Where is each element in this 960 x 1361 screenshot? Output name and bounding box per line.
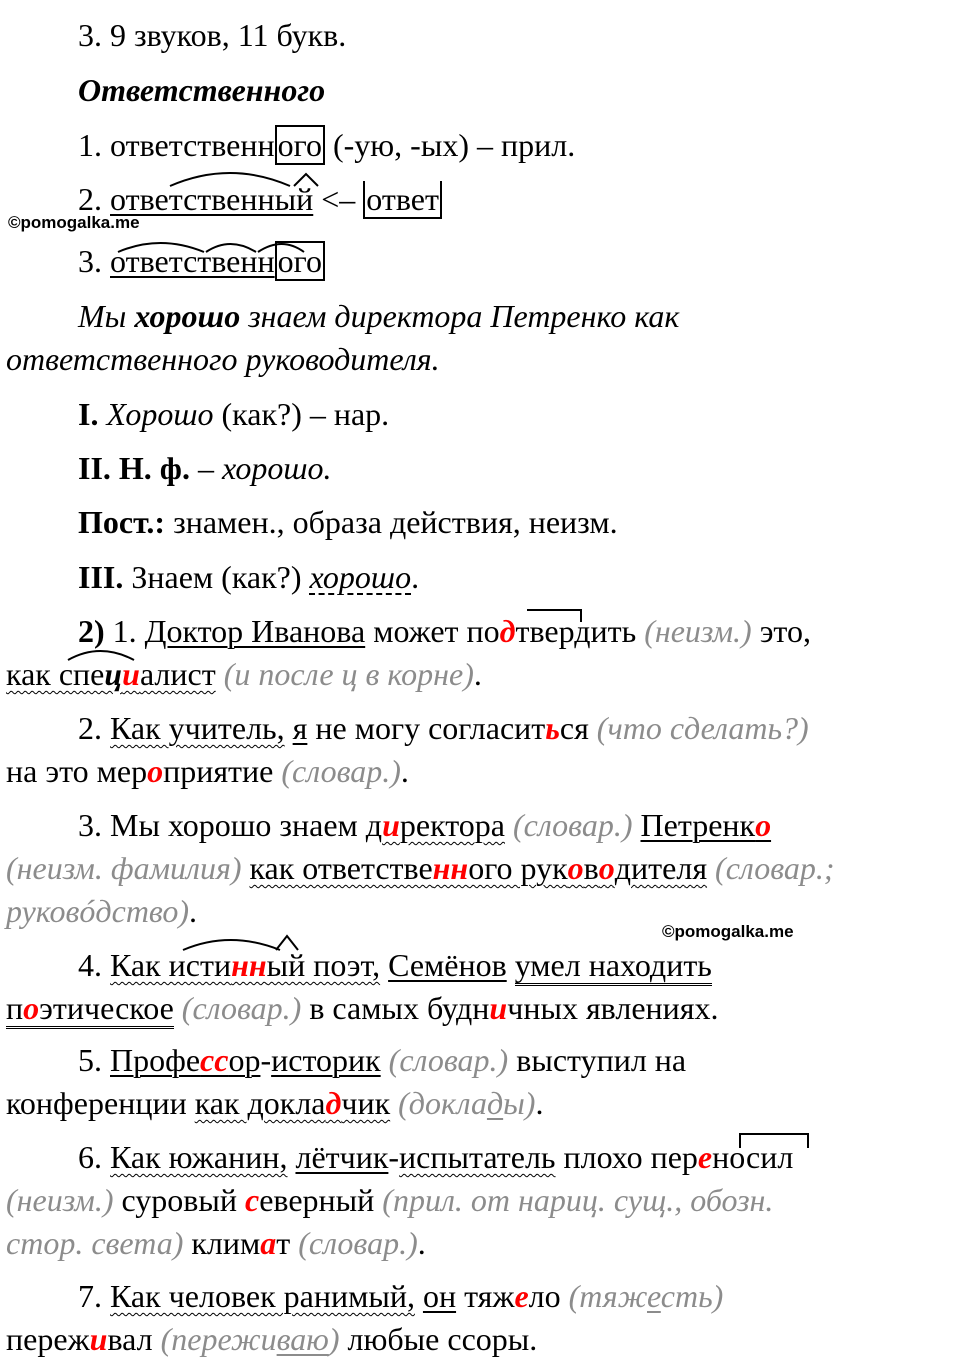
line-sounds-letters: 3. 9 звуков, 11 букв. [78, 17, 347, 53]
sentence-5-line-1: 5. Профессор-историк (словар.) выступил на [78, 1042, 687, 1078]
sentence-7-line-1: 7. Как человек ранимый, он тяжело (тяжесть) [78, 1278, 724, 1314]
parse-step-3: III. Знаем (как?) хорошо. [78, 559, 420, 595]
watermark-1: ©pomogalka.me [8, 213, 140, 232]
derivation-line: 2. ответственный <– ответ [6, 178, 960, 221]
sentence-7-line-2: переживал (переживаю) любые ссоры. [6, 1321, 538, 1357]
example-sentence-2: ответственного руководителя. [6, 341, 440, 377]
sentence-4-line-1: 4. Как истинный поэт, Семёнов умел находить [6, 944, 960, 987]
sentence-6-line-2: (неизм.) суровый северный (прил. от нариц. сущ., обозн. [6, 1182, 774, 1218]
sentence-2-line-2: на это мероприятие (словар.). [6, 753, 409, 789]
sentence-1-line-2: как специалист (и после ц в корне). [6, 656, 482, 692]
ending-box-2: ого [275, 241, 325, 281]
sentence-4-line-2: поэтическое (словар.) в самых будничных явлениях. [6, 987, 956, 1030]
parse-step-features: Пост.: знамен., образа действия, неизм. [78, 504, 618, 540]
sentence-6-line-1: 6. Как южанин, лётчик-испытатель плохо переносил [78, 1139, 794, 1175]
sentence-3-line-3: руковóдство). [6, 893, 198, 929]
ending-box: ого [275, 125, 325, 165]
sentence-3-line-1: 3. Мы хорошо знаем директора (словар.) Петренко [78, 807, 772, 843]
parse-step-2: II. Н. ф. – хорошо. [78, 450, 332, 486]
sentence-6-line-3: стор. света) климат (словар.). [6, 1225, 426, 1261]
morphemic-ending-line: 1. ответственного (-ую, -ых) – прил. [78, 127, 576, 163]
word-heading: Ответственного [78, 72, 326, 108]
morpheme-parse-line: 3. ответственного [6, 240, 960, 283]
sentence-3-line-2: (неизм. фамилия) как ответственного руководителя (словар.; [6, 850, 835, 886]
sentence-5-line-2: конференции как докладчик (доклады). [6, 1085, 544, 1121]
parse-step-1: I. Хорошо (как?) – нар. [78, 396, 390, 432]
sentence-1-line-1: 2) 1. Доктор Иванова может подтвердить (неизм.) это, [78, 613, 811, 649]
watermark-2: ©pomogalka.me [662, 922, 794, 941]
root-bracket: ответ [363, 181, 442, 219]
example-sentence-1: Мы хорошо знаем директора Петренко как [78, 298, 680, 334]
sentence-2-line-1: 2. Как учитель, я не могу согласиться (что сделать?) [78, 710, 809, 746]
